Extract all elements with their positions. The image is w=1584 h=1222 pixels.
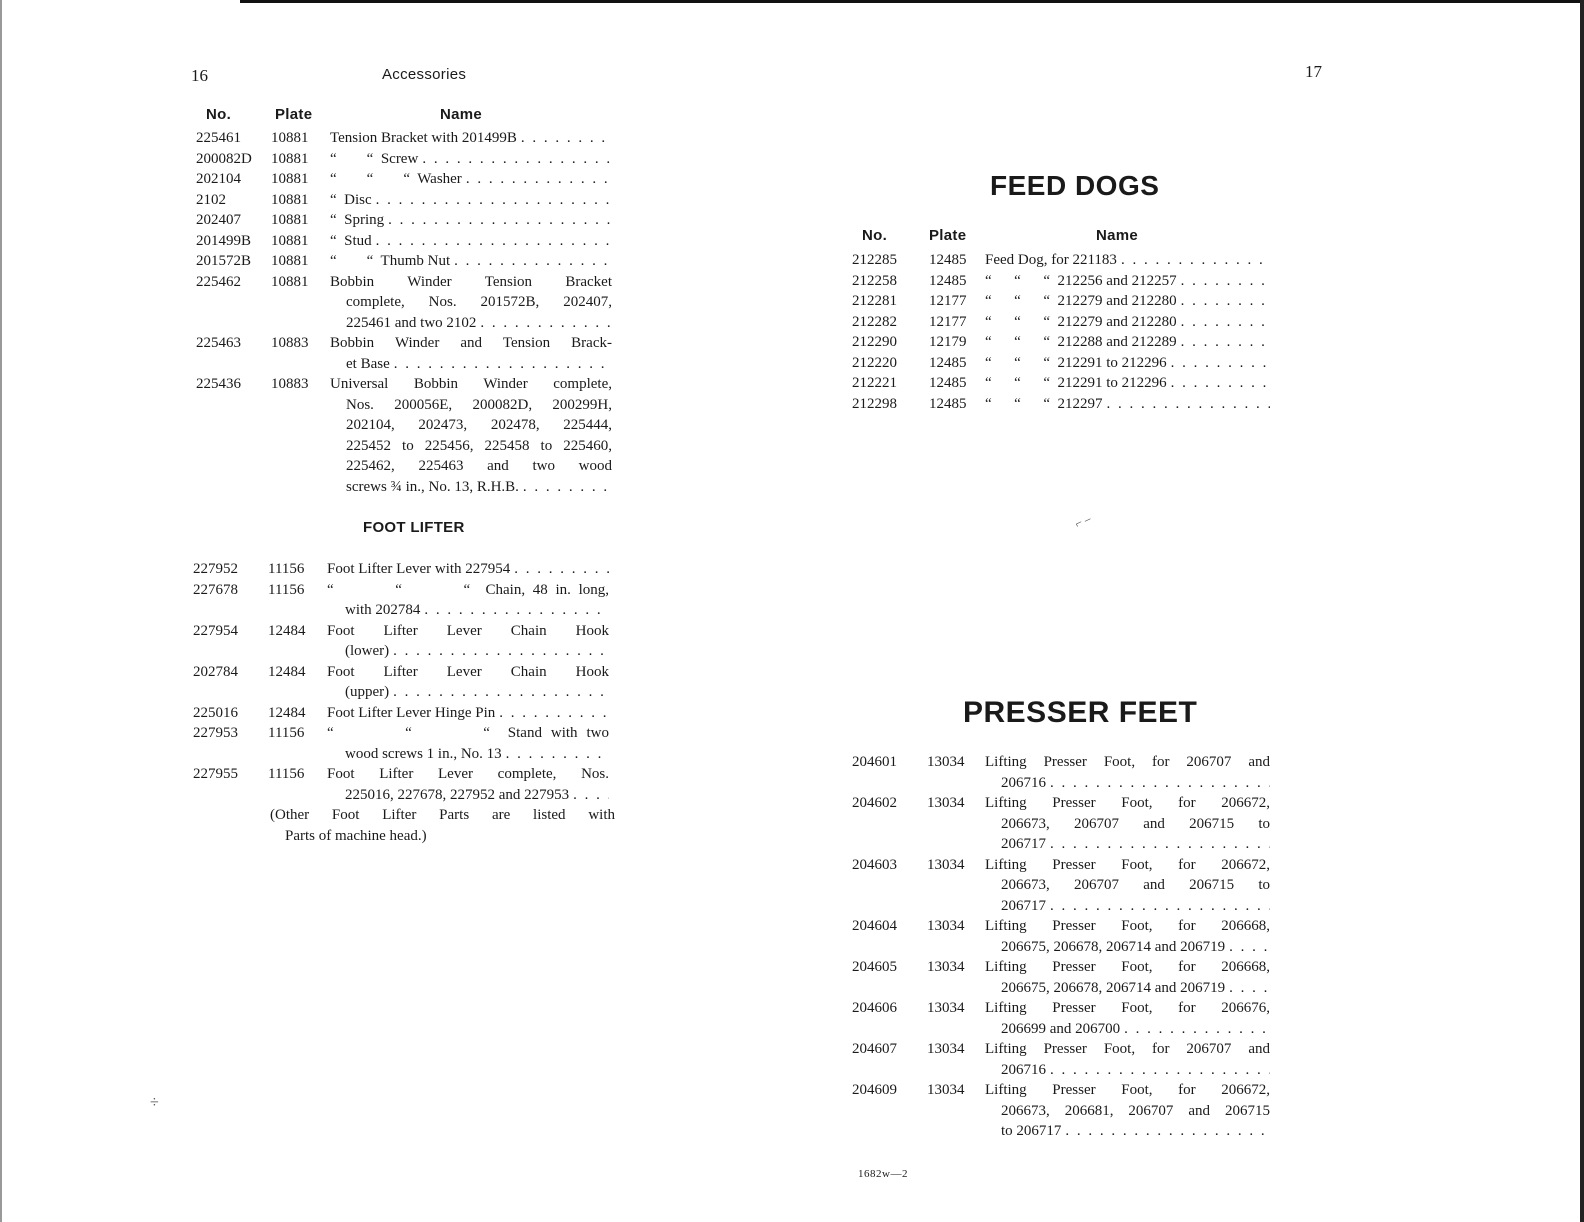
part-name-line: “ “ “ Washer . . . — [330, 169, 612, 190]
table-row — [852, 1039, 1270, 1080]
feed-dogs-title: FEED DOGS — [990, 170, 1160, 201]
left-page-number: 16 — [191, 66, 208, 85]
part-name — [330, 210, 612, 231]
part-name — [330, 251, 612, 272]
scan-mark-2: ⌐ – — [1072, 511, 1093, 531]
fd-header-plate: Plate — [929, 227, 967, 244]
dot-leader — [1046, 773, 1270, 794]
table-row — [852, 1080, 1270, 1142]
table-row — [852, 291, 1270, 312]
plate-number: 11156 — [268, 766, 305, 782]
part-number: 212285 — [852, 252, 897, 268]
part-number: 227952 — [193, 561, 238, 577]
part-number: 204604 — [852, 918, 897, 934]
part-name — [327, 703, 609, 724]
part-name — [330, 128, 612, 149]
part-number: 227955 — [193, 766, 238, 782]
part-name — [985, 271, 1270, 292]
part-name-line: “ Disc . . . — [330, 190, 612, 211]
plate-number: 13034 — [927, 959, 965, 975]
part-name-line: Nos. 200056E, 200082D, 200299H, — [346, 396, 612, 413]
dot-leader — [372, 231, 612, 252]
part-name-line: Lifting Presser Foot, for 206668, — [985, 918, 1270, 934]
table-row — [852, 752, 1270, 793]
dot-leader — [1177, 332, 1270, 353]
dot-leader — [1167, 353, 1270, 374]
plate-number: 13034 — [927, 918, 965, 934]
part-name — [327, 764, 609, 805]
scan-mark: ÷ — [150, 1094, 159, 1111]
table-row — [852, 793, 1270, 855]
part-name-line: “ “ “ Chain, 48 in. long, — [327, 581, 609, 598]
part-number: 225462 — [196, 273, 241, 290]
part-name-line: (upper) . . . — [327, 682, 609, 703]
part-number: 201499B — [196, 232, 252, 249]
part-name — [985, 998, 1270, 1039]
table-row — [193, 559, 609, 580]
part-number: 204606 — [852, 1000, 897, 1016]
part-name-line: 206717 . . . — [985, 896, 1270, 917]
part-name-line: “ “ Thumb Nut . . . — [330, 251, 612, 272]
dot-leader — [1225, 937, 1270, 958]
part-number: 200082D — [196, 150, 252, 167]
part-name — [330, 149, 612, 170]
part-number: 227954 — [193, 622, 238, 639]
part-name — [327, 662, 609, 703]
part-name — [985, 373, 1270, 394]
part-number: 212298 — [852, 395, 897, 412]
part-name-line: “ Stud . . . — [330, 231, 612, 252]
part-name-line: Feed Dog, for 221183 . . . — [985, 250, 1270, 271]
running-title: Accessories — [382, 66, 467, 83]
plate-number: 12177 — [929, 313, 967, 330]
part-name-line: “ “ “ 212291 to 212296 . . . — [985, 373, 1270, 394]
part-name-line: 202104, 202473, 202478, 225444, — [346, 417, 612, 433]
part-number: 225463 — [196, 335, 241, 351]
part-name — [985, 793, 1270, 855]
dot-leader — [390, 354, 612, 375]
part-name-line: (lower) . . . — [327, 641, 609, 662]
part-number: 204609 — [852, 1082, 897, 1098]
plate-number: 12179 — [929, 334, 967, 350]
part-number: 212282 — [852, 313, 897, 330]
part-name-line: Lifting Presser Foot, for 206672, — [985, 795, 1270, 811]
part-name — [330, 272, 612, 334]
plate-number: 10881 — [271, 130, 309, 146]
dot-leader — [420, 600, 609, 621]
table-row — [852, 373, 1270, 394]
part-name — [327, 723, 609, 764]
plate-number: 12177 — [929, 293, 967, 309]
table-row — [852, 855, 1270, 917]
part-name-line: “ “ “ 212291 to 212296 . . . — [985, 353, 1270, 374]
part-number: 201572B — [196, 253, 252, 269]
part-number: 204601 — [852, 754, 897, 770]
fd-header-no: No. — [862, 227, 888, 244]
table-row — [193, 662, 609, 703]
part-number: 2102 — [196, 191, 226, 208]
part-number: 204607 — [852, 1041, 897, 1057]
part-name — [985, 353, 1270, 374]
header-no: No. — [206, 106, 232, 123]
table-row — [196, 272, 612, 334]
part-name-line: to 206717 . . . — [985, 1121, 1270, 1142]
plate-number: 13034 — [927, 1000, 965, 1016]
part-name — [330, 231, 612, 252]
table-row — [196, 128, 612, 149]
table-row — [852, 312, 1270, 333]
foot-lifter-note — [270, 805, 615, 846]
part-name-line: screws ¾ in., No. 13, R.H.B. . . . — [330, 477, 612, 498]
part-name — [985, 957, 1270, 998]
table-row — [852, 998, 1270, 1039]
part-name-line: 225462, 225463 and two wood — [346, 458, 612, 474]
part-name-line: et Base . . . — [330, 354, 612, 375]
plate-number: 12484 — [268, 622, 306, 639]
part-name-line: Lifting Presser Foot, for 206707 and — [985, 1041, 1270, 1057]
part-name-line: 206699 and 206700 . . . — [985, 1019, 1270, 1040]
part-name-line: Tension Bracket with 201499B . . . — [330, 128, 612, 149]
part-name — [985, 1080, 1270, 1142]
part-name — [330, 374, 612, 497]
part-number: 212220 — [852, 354, 897, 371]
dot-leader — [502, 744, 609, 765]
part-name-line: “ “ “ 212297 . . . — [985, 394, 1270, 415]
part-name-line: “ “ “ 212256 and 212257 . . . — [985, 271, 1270, 292]
dot-leader — [384, 210, 612, 231]
part-name-line: 206675, 206678, 206714 and 206719 . . . — [985, 937, 1270, 958]
table-row — [852, 271, 1270, 292]
part-name-line: Foot Lifter Lever Chain Hook — [327, 663, 609, 680]
part-number: 227678 — [193, 581, 238, 598]
dot-leader — [476, 313, 612, 334]
part-number: 202407 — [196, 212, 241, 228]
table-row — [852, 332, 1270, 353]
table-row — [196, 190, 612, 211]
table-row — [852, 957, 1270, 998]
part-name-line: 225461 and two 2102 . . . — [330, 313, 612, 334]
part-name — [985, 855, 1270, 917]
table-row — [193, 703, 609, 724]
part-name-line: Lifting Presser Foot, for 206672, — [985, 856, 1270, 873]
part-number: 212290 — [852, 334, 897, 350]
table-row — [193, 764, 609, 805]
plate-number: 11156 — [268, 581, 305, 598]
part-number: 204602 — [852, 795, 897, 811]
part-name — [985, 916, 1270, 957]
foot-lifter-heading: FOOT LIFTER — [363, 519, 465, 536]
presser-feet-title: PRESSER FEET — [963, 696, 1198, 729]
plate-number: 12484 — [268, 663, 306, 680]
part-number: 212258 — [852, 272, 897, 289]
plate-number: 10881 — [271, 273, 309, 290]
dot-leader — [1177, 312, 1270, 333]
plate-number: 13034 — [927, 856, 965, 873]
part-name — [985, 291, 1270, 312]
part-name — [327, 559, 609, 580]
part-name-line: “ “ Screw . . . — [330, 149, 612, 170]
page-left-edge — [0, 0, 2, 1222]
plate-number: 13034 — [927, 795, 965, 811]
table-row — [852, 916, 1270, 957]
table-row — [852, 353, 1270, 374]
print-code: 1682w—2 — [858, 1168, 908, 1180]
part-number: 227953 — [193, 725, 238, 741]
part-name — [985, 394, 1270, 415]
table-row — [196, 210, 612, 231]
part-name-line: 206717 . . . — [985, 834, 1270, 855]
dot-leader — [519, 477, 612, 498]
part-name-line: Foot Lifter Lever complete, Nos. — [327, 766, 609, 782]
dot-leader — [389, 641, 609, 662]
dot-leader — [1167, 373, 1270, 394]
part-name-line: 206716 . . . — [985, 1060, 1270, 1081]
table-row — [196, 374, 612, 497]
part-name-line: Foot Lifter Lever Hinge Pin . . . — [327, 703, 609, 724]
dot-leader — [569, 785, 609, 806]
dot-leader — [389, 682, 609, 703]
table-row — [196, 251, 612, 272]
part-number: 225016 — [193, 704, 238, 721]
plate-number: 12485 — [929, 272, 967, 289]
dot-leader — [1120, 1019, 1270, 1040]
part-name — [330, 169, 612, 190]
plate-number: 10881 — [271, 171, 309, 187]
part-name — [330, 333, 612, 374]
table-row — [196, 149, 612, 170]
dot-leader — [510, 559, 609, 580]
table-row — [193, 580, 609, 621]
part-name-line: 225016, 227678, 227952 and 227953 . . . — [327, 785, 609, 806]
dot-leader — [1046, 896, 1270, 917]
fd-header-name: Name — [1096, 227, 1139, 244]
part-name-line: 206673, 206707 and 206715 to — [1001, 877, 1270, 893]
part-name-line: Lifting Presser Foot, for 206672, — [985, 1082, 1270, 1098]
part-number: 202784 — [193, 663, 238, 680]
plate-number: 11156 — [268, 561, 305, 577]
part-number: 212221 — [852, 375, 897, 391]
part-name — [327, 621, 609, 662]
part-name-line: complete, Nos. 201572B, 202407, — [346, 294, 612, 310]
header-plate: Plate — [275, 106, 313, 123]
page-top-border — [240, 0, 1584, 3]
table-row — [196, 333, 612, 374]
plate-number: 11156 — [268, 725, 305, 741]
part-name — [327, 580, 609, 621]
part-number: 204605 — [852, 959, 897, 975]
part-name-line: “ “ “ Stand with two — [327, 725, 609, 741]
plate-number: 10881 — [271, 150, 309, 167]
part-name-line: 206675, 206678, 206714 and 206719 . . . — [985, 978, 1270, 999]
page-right-edge — [1580, 0, 1584, 1222]
dot-leader — [1177, 291, 1270, 312]
part-name-line: wood screws 1 in., No. 13 . . . — [327, 744, 609, 765]
part-name — [985, 312, 1270, 333]
dot-leader — [495, 703, 609, 724]
table-row — [193, 621, 609, 662]
table-row — [852, 250, 1270, 271]
table-row — [852, 394, 1270, 415]
plate-number: 10881 — [271, 253, 309, 269]
plate-number: 12485 — [929, 375, 967, 391]
table-row — [193, 723, 609, 764]
part-name — [985, 1039, 1270, 1080]
plate-number: 13034 — [927, 754, 965, 770]
plate-number: 10881 — [271, 191, 309, 208]
plate-number: 10881 — [271, 212, 309, 228]
plate-number: 10883 — [271, 376, 309, 392]
part-name — [985, 250, 1270, 271]
dot-leader — [450, 251, 612, 272]
part-name-line: Foot Lifter Lever with 227954 . . . — [327, 559, 609, 580]
part-number: 202104 — [196, 171, 241, 187]
part-name-line: Lifting Presser Foot, for 206676, — [985, 1000, 1270, 1016]
part-number: 212281 — [852, 293, 897, 309]
dot-leader — [517, 128, 612, 149]
plate-number: 13034 — [927, 1082, 965, 1098]
part-name-line: Universal Bobbin Winder complete, — [330, 376, 612, 392]
plate-number: 12485 — [929, 252, 967, 268]
part-name-line: “ “ “ 212279 and 212280 . . . — [985, 312, 1270, 333]
plate-number: 10881 — [271, 232, 309, 249]
dot-leader — [1061, 1121, 1270, 1142]
part-number: 204603 — [852, 856, 897, 873]
part-name — [985, 332, 1270, 353]
dot-leader — [1102, 394, 1270, 415]
dot-leader — [1046, 1060, 1270, 1081]
dot-leader — [1046, 834, 1270, 855]
plate-number: 12485 — [929, 395, 967, 412]
dot-leader — [1177, 271, 1270, 292]
dot-leader — [1225, 978, 1270, 999]
part-name-line: Lifting Presser Foot, for 206668, — [985, 959, 1270, 975]
note-line-1: (Other Foot Lifter Parts are listed with — [270, 807, 615, 823]
note-line-2: Parts of machine head.) — [285, 827, 427, 844]
part-name-line: Bobbin Winder Tension Bracket — [330, 273, 612, 290]
plate-number: 10883 — [271, 335, 309, 351]
part-name-line: 225452 to 225456, 225458 to 225460, — [346, 437, 612, 454]
dot-leader — [372, 190, 612, 211]
part-name — [985, 752, 1270, 793]
part-name-line: “ “ “ 212279 and 212280 . . . — [985, 291, 1270, 312]
part-name-line: “ Spring . . . — [330, 210, 612, 231]
dot-leader — [1117, 250, 1270, 271]
part-name-line: 206716 . . . — [985, 773, 1270, 794]
plate-number: 12485 — [929, 354, 967, 371]
plate-number: 13034 — [927, 1041, 965, 1057]
part-name-line: Foot Lifter Lever Chain Hook — [327, 622, 609, 639]
part-number: 225436 — [196, 376, 241, 392]
table-row — [196, 231, 612, 252]
table-row — [196, 169, 612, 190]
part-name-line: 206673, 206707 and 206715 to — [1001, 815, 1270, 832]
right-page-number: 17 — [1305, 62, 1322, 81]
header-name: Name — [440, 106, 483, 123]
dot-leader — [418, 149, 612, 170]
part-name-line: 206673, 206681, 206707 and 206715 — [1001, 1102, 1270, 1119]
dot-leader — [462, 169, 612, 190]
part-name-line: Lifting Presser Foot, for 206707 and — [985, 754, 1270, 770]
part-name — [330, 190, 612, 211]
part-name-line: “ “ “ 212288 and 212289 . . . — [985, 332, 1270, 353]
plate-number: 12484 — [268, 704, 306, 721]
part-name-line: Bobbin Winder and Tension Brack- — [330, 335, 612, 351]
part-name-line: with 202784 . . . — [327, 600, 609, 621]
part-number: 225461 — [196, 130, 241, 146]
